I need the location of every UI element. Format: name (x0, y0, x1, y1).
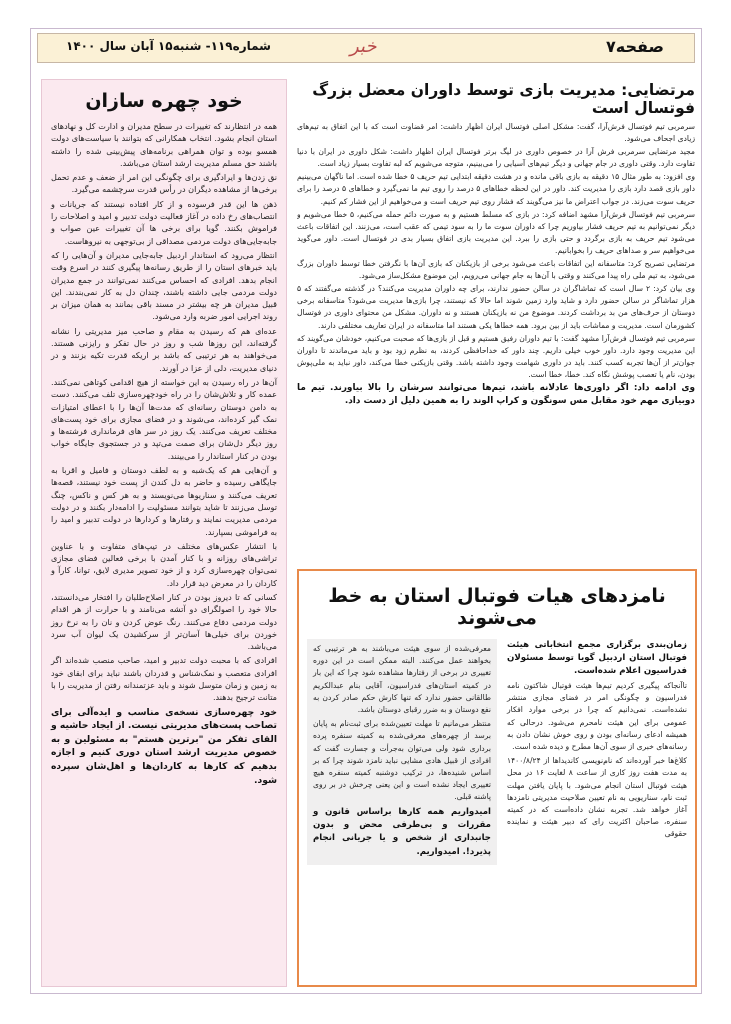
board-article-columns (307, 639, 687, 865)
section-label: خبر (350, 36, 377, 57)
futsal-article (297, 81, 695, 561)
futsal-paragraph: وی افزود: به طور مثال ۱۵ دقیقه به بازی باقی مانده و در هشت دقیقه ابتدایی تیم حریف ۵ خطا شده است. اما ناگهان می‌بینیم داور بازی قصد دارد بازی را مدیریت کند. داور در این لحظه خطاهای ۵ درصد را روی تیم ما نمی‌گیرد و خطاهای ۵ درصد را برای حریف سوت می‌زند. در جواب اعتراض ما نیز می‌گویند که فشار روی تیم حریف است و می‌خواهیم از این فشار کم کنیم. (297, 172, 695, 206)
futsal-paragraph: سرمربی تیم فوتسال فرش‌آرا، گفت: مشکل اصلی فوتسال ایران اظهار داشت: امر قضاوت است که با این اتفاق به تیم‌های زیادی اجحاف می‌شود. (297, 122, 695, 144)
board-article-title: نامزدهای هیات فوتبال استان به خط می‌شوند (328, 585, 666, 629)
page-number: صفحه۷ (606, 37, 664, 56)
editorial-paragraph: همه در انتظارند که تغییرات در سطح مدیران و ادارت کل و نهادهای استان انجام بشود. انتخاب همکارانی که بتوانند با سیاست‌های دولت همسو بوده و توان همراهی برنامه‌های پیش‌بینی شده را داشته باشند حق مسلم مدیریت ارشد استان می‌باشد. (51, 121, 277, 168)
futsal-paragraph: سرمربی تیم فوتسال فرش‌آرا مشهد اضافه کرد: در بازی که مسلط هستیم و به صورت دائم حمله می‌کنیم، ۵ خطا می‌شویم و دیگر نمی‌توانیم به تیم حریف فشار بیاوریم چرا که داوران سوت ما را به سود تیمی که عقب است، می‌زنند. این اتفاقات باعث می‌شود تیم حریف به بازی برگردد و حتی بازی را ببرد. این مدیریت بازی اتفاق بسیار بدی در فوتسال است. داور می‌گوید می‌خواهیم سر و صدا‌های حریف را بخوابانیم. (297, 209, 695, 255)
editorial-paragraph: ذهن ها این قدر فرسوده و از کار افتاده نیستند که جریانات و انتصاب‌های رخ داده در آغاز فعالیت دولت تدبیر و امید و اصلاحات را فراموش بکنند. گویا برای برخی ها آن تغییرات عین صواب و جابه‌جایی‌های دولت مردمی مصداقی از بی‌توجهی به نیروهاست. (51, 198, 277, 246)
futsal-paragraph: وی بیان کرد: ۲ سال است که تماشاگران در سالن حضور ندارند، برای چه داوران مدیریت می‌کنند؟ در گذشته می‌گفتند که ۵ هزار تماشاگر در سالن حضور دارد و شاید وارد زمین شوند اما حالا که نیستند، چرا بازی‌ها مدیریت می‌شود؟ متاسفانه برخی دوستان از حرف‌های من بد برداشت کردند. موضوع من نه بازیکنان هستند و نه داوران. مشکل من محتوای داوری در فوتسال کشورمان است. مدیریت و مماشات باید از بین برود. همه خطاها یکی هستند اما متاسفانه در ایران تعاریف مختلفی دارند. (297, 284, 695, 330)
editorial-closing: خود چهره‌سازی نسخه‌ی مناسب و ایده‌آلی برای تصاحب پست‌های مدیریتی نیست. از ایجاد حاشیه و القای تفکر من "برترین هستم" به مسئولین و به خصوص مدیریت ارشد استان دوری کنیم و اجازه بدهیم که کارها به کاردان‌ها و اهل‌شان سپرده شود. (51, 706, 277, 786)
editorial-paragraph: افرادی که با محبت دولت تدبیر و امید، صاحب منصب شده‌اند اگر افرادی متعصب و نمک‌شناس و قدردان باشند نباید برای ابقای خود به زمین و زمان متوسل شوند و باید عزتمندانه رفتن از مدیریت را با متانت ترجیح بدهند. (51, 655, 277, 703)
issue-info: شماره۱۱۹- شنبه۱۵ آبان سال ۱۴۰۰ (66, 39, 271, 53)
futsal-closing: وی ادامه داد: اگر داوری‌ها عادلانه باشد، تیم‌ها می‌توانند سرشان را بالا بیاورند. تیم ما دوبیازی مهم خود مقابل مس سونگون و کراپ الوند را به همین دلیل از دست داد. (297, 382, 695, 407)
futsal-paragraph: مجید مرتضایی سرمربی فرش آرا در خصوص داوری در لیگ برتر فوتسال ایران اظهار داشت: شکل داوری در ایران با دنیا تفاوت دارد. وقتی داوری در جام جهانی و دیگر تیم‌های آسیایی را می‌بینیم، متوجه می‌شویم که لبه تفاوت بسیار زیاد است. (297, 147, 695, 169)
futsal-paragraph: مرتضایی تصریح کرد: متاسفانه این اتفاقات باعث می‌شود برخی از بازیکنان که بازی آن‌ها با نگرفتن خطا توسط داوران بزرگ می‌شود، به تیم ملی راه پیدا می‌کنند و وقتی با آن‌ها به جام جهانی می‌رویم، این موضوع مشکل‌ساز می‌شود. (297, 259, 695, 281)
futsal-paragraph: سرمربی تیم فوتسال فرش‌آرا مشهد گفت: با تیم داوران رفیق هستیم و قبل از بازی‌ها که صحبت می‌کنیم، خودشان می‌گویند که این مدیریت وجود دارد. داور خوب خیلی داریم. چند داور که خداحافظی کردند، به نظرم زود بود و باید می‌ماندند تا داوران جوان‌تر از آن‌ها تجربه کسب کنند. باید در داوری شهامت وجود داشته باشد. وقتی بازیکنی خطا می‌کند، داور نباید به ملی‌پوش بودن، نام یا تعصب پوشش نگاه کند. خطا، خطا است. (297, 333, 695, 379)
board-column-left (307, 639, 497, 865)
board-paragraph: معرفی‌شده از سوی هیئت می‌باشند به هر ترتیبی که بخواهند عمل می‌کنند. البته ممکن است در این دوره تغییری در برخی از رفتارها مشاهده شود چرا که این بار در کمیته استان‌های فدراسیون، آقایی بنام عبدالکریم طالقانی حضور ندارد که تنها کارش حکم صادر کردن به نفع دوستان و به ضرر رقبای دوستان باشد. (313, 644, 491, 715)
editorial-paragraph: عده‌ای هم که رسیدن به مقام و صاحب میز مدیریتی را نشانه گرفته‌اند، این روزها شب و روز در حال تفکر و رایزنی هستند. می‌خواهند به هر ترتیبی که باشد بر اریکه قدرت تکیه بزنند و در دنیای مدیریت، دلی از عزا در آورند. (51, 325, 277, 373)
board-paragraph: منتظر می‌مانیم تا مهلت تعیین‌شده برای ثبت‌نام به پایان برسد از چهره‌های معرفی‌شده به کمیته سنفره پرده برداری شود ولی می‌توان به‌جرأت و جسارت گفت که افرادی از قبیل هادی مشایی نباید نامزد شوند چرا که بر اساس شنیده‌ها، در ترکیب دوشنبه کمیته سنفره هیچ تغییری ایجاد نشده است و این یعنی چرخش در بر روی پاشنه قبلی. (313, 719, 491, 802)
futsal-article-title: مرتضایی: مدیریت بازی توسط داوران معضل بزرگ فوتسال است (312, 81, 695, 117)
editorial-paragraph: انتظار می‌رود که استاندار اردبیل جابه‌جایی مدیران و آن‌هایی را که باید خبرهای استان را از طریق رسانه‌ها پیگیری کنند در اسرع وقت انجام بدهد. افرادی که احساس می‌کنند نمی‌توانند در جمع مدیران دولت مردمی جایی داشته باشند، چندان دل به کار نمی‌بندند. این قبیل مدیران هر چه بیشتر در مسند باقی بمانند به همان میزان بر روند اجرایی امور ضربه وارد می‌شود. (51, 249, 277, 322)
page-header (37, 33, 695, 63)
editorial-paragraph: آن‌ها در راه رسیدن به این خواسته از هیچ اقدامی کوتاهی نمی‌کنند. عمده کار و تلاش‌شان را در راه خودچهره‌سازی تلف می‌کنند. دست به دامن دوستان رسانه‌ای که مدت‌ها آن‌ها را با اعطای امتیازات نمک گیر کرده‌اند، می‌شوند و در فضای مجازی برای خود پست‌های مختلف تعریف می‌کنند. یک روز در سر های فرمانداری فرشته‌ها و روز دیگر دل‌شان برای صمت می‌تپد و در جستجوی جایگاه خواب بودن در کنار استاندار را می‌بینند. (51, 376, 277, 461)
board-paragraph: تاآنجاکه پیگیری کردیم تیم‌ها هیئت فوتبال شاکتون نامه فدراسیون و چگونگی امر در فضای مجازی منتشر نشده‌است. نمی‌دانیم که چرا در برخی موارد افکار عمومی برای این هیئت نامحرم می‌شود. درحالی که همیشه ادعای رسانه‌ای بودن و روی خوش نشان دادن به رسانه‌های خبری از سوی آن‌ها مطرح و دیده شده است. (507, 681, 687, 752)
editorial-paragraph: و آن‌هایی هم که یک‌شبه و به لطف دوستان و فامیل و اقربا به جایگاهی رسیده و حاضر به دل کندن از پست خود نیستند، قصه‌ها تعریف می‌کنند و سناریوها می‌نویسند و به هر کس و ناکس، چنگ توسل می‌زنند تا شاید بتوانند مسئولیت را ادامه‌دار بکنند و در دولت مردمی مدیریت نمایند و رفتارها و کردارها در دولت تدبیر و امید را به فراموشی بسپارند. (51, 465, 277, 537)
board-paragraph: کلاغ‌ها خبر آورده‌اند که نام‌نویسی کاندیداها از ۱۴۰۰/۸/۲۴ به مدت هفت روز کاری از ساعت ۸ لغایت ۱۶ در محل هیئت فوتبال استان انجام می‌شود. با پایان یافتن مهلت ثبت نام، سناریویی به نام تعیین صلاحیت مدیریتی نامزدها آغاز خواهد شد. تجربه نشان داده‌است که در کمیته سنفره، صاحبان اکثریت رای که دبیر هیئت و نماینده حقوقی (507, 756, 687, 839)
editorial-paragraph: با انتشار عکس‌های مختلف در تیپ‌های متفاوت و با عناوین تراشی‌های روزانه و با کنار آمدن با برخی فعالین فضای مجازی نمی‌توان چهره‌سازی کرد و از خود تصویر مدیری لایق، توانا، کارآ و کاردان را در معرض دید قرار داد. (51, 540, 277, 588)
editorial-paragraph: نق زدن‌ها و ایرادگیری برای چگونگی این امر از ضعف و عدم تحمل برخی‌ها از مشاهده دیگران در رأس قدرت سرچشمه می‌گیرد. (51, 172, 277, 195)
football-board-article (297, 569, 697, 987)
board-lead: زمان‌بندی برگزاری مجمع انتخاباتی هیئت فوتبال استان اردبیل گویا توسط مسئولان فدراسیون اعلام شده‌است. (507, 640, 687, 676)
board-column-right (507, 639, 687, 865)
board-closing: امیدواریم همه کارها براساس قانون و مقررات و بی‌طرفی محض و بدون جانبداری از شخص و یا جریانی انجام پذیرد!. امیدواریم. (313, 806, 491, 857)
editorial-column (41, 79, 287, 987)
newspaper-page (30, 28, 702, 994)
editorial-title: خود چهره سازان (85, 90, 243, 112)
editorial-paragraph: کسانی که تا دیروز بودن در کنار اصلاح‌طلبان را افتخار می‌دانستند، حالا خود را اصولگرای دو آتشه می‌نامند و با حرارت از هر اقدام دولت مردمی دفاع می‌کنند. رنگ عوض کردن و نان را به نرخ روز خوردن برای خیلی‌ها آسان‌تر از سرکشیدن یک لیوان آب سرد می‌باشد. (51, 591, 277, 652)
